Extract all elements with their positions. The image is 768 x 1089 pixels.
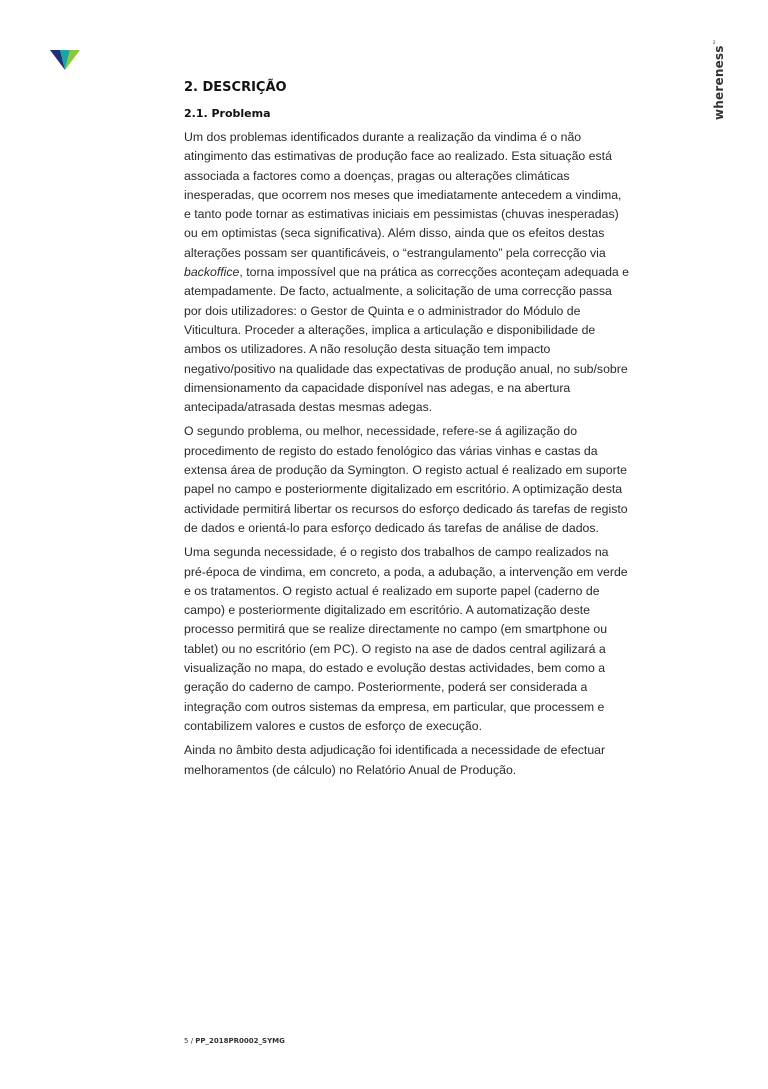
page-number: 5 — [184, 1037, 189, 1045]
subsection-title: 2.1. Problema — [184, 107, 271, 120]
paragraph-1-start: Um dos problemas identificados durante a realização da vindima é o não atingimento das estimativas de produção face ao realizado. Esta situação está associada a factores como a doenças, pragas ou alterações climáticas inesperadas, que ocorrem nos meses que imediatamente antecedem a vindima, e tanto pode tornar as estimativas iniciais em pessimistas (chuvas inesperadas) ou em optimistas (seca significativa). Além disso, ainda que os efeitos destas alterações possam ser quantificáveis, o “estrangulamento” pela correcção via — [184, 130, 622, 260]
main-content — [184, 80, 630, 785]
brand-trademark: ™ — [713, 39, 720, 46]
paragraph-1 — [184, 128, 630, 417]
paragraph-3: Uma segunda necessidade, é o registo dos trabalhos de campo realizados na pré-época de vindima, em concreto, a poda, a adubação, a intervenção em verde e os tratamentos. O registo actual é realizado em suporte papel (caderno de campo) e posteriormente digitalizado em escritório. A automatização deste processo permitirá que se realize directamente no campo (em smartphone ou tablet) ou no escritório (em PC). O registo na ase de dados central agilizará a visualização no mapa, do estado e evolução destas actividades, bem como a geração do caderno de campo. Posteriormente, poderá ser considerada a integração com outros sistemas da empresa, em particular, que processem e contabilizem valores e custos de esforço de execução. — [184, 545, 628, 733]
paragraph-1-end: , torna impossível que na prática as correcções aconteçam adequada e atempadamente. De facto, actualmente, a solicitação de uma correcção passa por dois utilizadores: o Gestor de Quinta e o administrador do Módulo de Viticultura. Proceder a alterações, implica a articulação e disponibilidade de ambos os utilizadores. A não resolução desta situação tem impacto negativo/positivo na qualidade das expectativas de produção anual, no sub/sobre dimensionamento da capacidade disponível nas adegas, e na abertura antecipada/atrasada destas mesmas adegas. — [184, 265, 630, 415]
footer-separator: / — [190, 1037, 194, 1045]
section-title: 2. DESCRIÇÃO — [184, 80, 287, 95]
document-code: PP_2018PR0002_SYMG — [195, 1037, 285, 1045]
paragraph-1-italic: backoffice — [184, 265, 240, 280]
brand-name — [712, 39, 726, 120]
paragraph-2: O segundo problema, ou melhor, necessidade, refere-se á agilização do procedimento de registo do estado fenológico das várias vinhas e castas da extensa área de produção da Symington. O registo actual é realizado em suporte papel no campo e posteriormente digitalizado em escritório. A optimização desta actividade permitirá libertar os recursos do esforço dedicado ás tarefas de registo de dados e orientá-lo para esforço dedicado ás tarefas de análise de dados. — [184, 424, 628, 535]
whereness-logo-icon — [50, 50, 80, 70]
paragraph-4: Ainda no âmbito desta adjudicação foi identificada a necessidade de efectuar melhoramentos (de cálculo) no Relatório Anual de Produção. — [184, 743, 606, 777]
page-footer — [184, 1037, 285, 1045]
brand-text: whereness — [712, 45, 726, 120]
